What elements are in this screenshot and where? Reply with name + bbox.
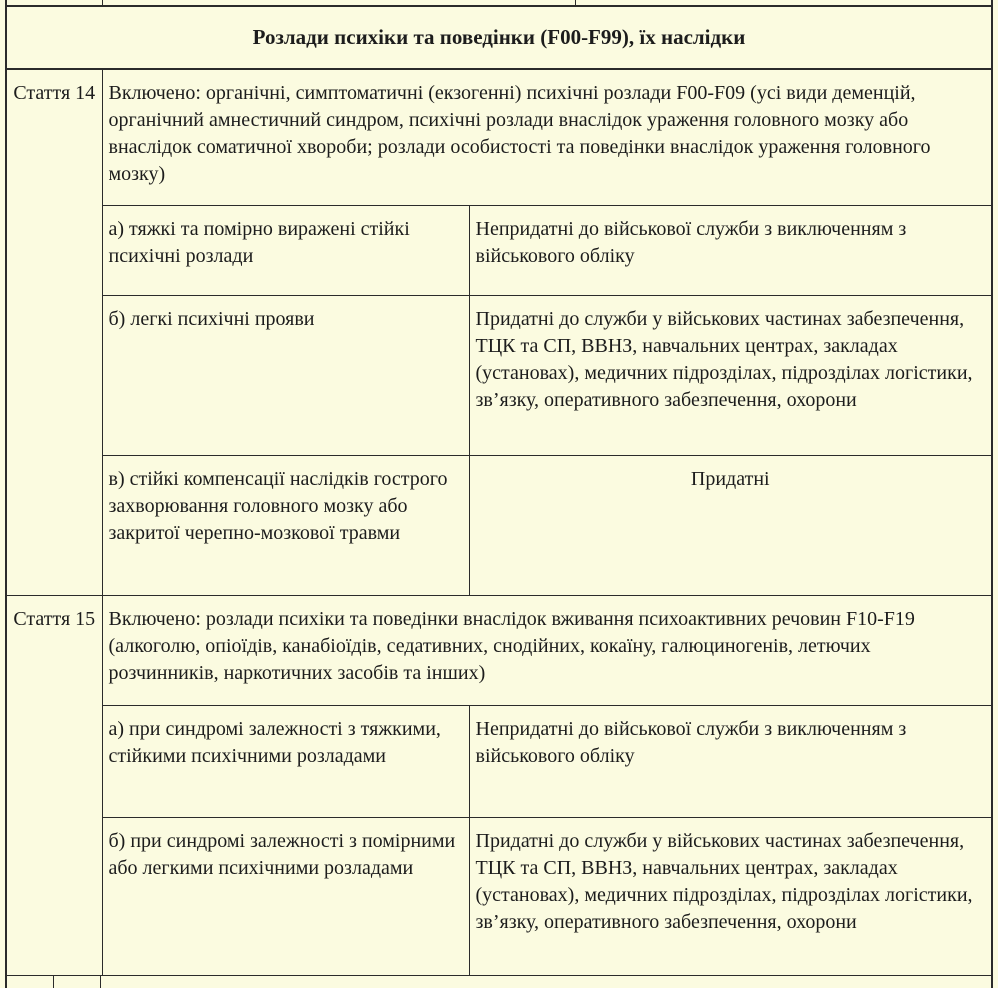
condition-cell: а) при синдромі залежності з тяжкими, стійкими психічними розладами <box>102 705 469 817</box>
table-row <box>7 295 991 455</box>
section-title: Розлади психіки та поведінки (F00-F99), їх наслідки <box>7 7 991 70</box>
column-divider <box>575 0 576 5</box>
table-row <box>7 455 991 595</box>
table-row <box>7 205 991 295</box>
table-row <box>7 817 991 975</box>
condition-cell: б) при синдромі залежності з помірними або легкими психічними розладами <box>102 817 469 975</box>
column-divider <box>53 976 54 988</box>
next-section-cut-row <box>7 976 991 988</box>
condition-cell: б) легкі психічні прояви <box>102 295 469 455</box>
column-divider <box>100 976 101 988</box>
disorders-table <box>7 70 991 976</box>
verdict-cell: Придатні <box>469 455 991 595</box>
table-row <box>7 705 991 817</box>
verdict-cell: Придатні до служби у військових частинах забезпечення, ТЦК та СП, ВВНЗ, навчальних центрах, закладах (установах), медичних підрозділах, підрозділах логістики, зв’язку, оперативного забезпечення, охорони <box>469 295 991 455</box>
table-row <box>7 70 991 205</box>
previous-section-cut-row <box>7 0 991 7</box>
article-number-cell: Стаття 14 <box>7 70 102 595</box>
condition-cell: а) тяжкі та помірно виражені стійкі психічні розлади <box>102 205 469 295</box>
verdict-cell: Придатні до служби у військових частинах забезпечення, ТЦК та СП, ВВНЗ, навчальних центрах, закладах (установах), медичних підрозділах, підрозділах логістики, зв’язку, оперативного забезпечення, охорони <box>469 817 991 975</box>
article-number-cell: Стаття 15 <box>7 595 102 975</box>
table-row <box>7 595 991 705</box>
condition-cell: в) стійкі компенсації наслідків гострого захворювання головного мозку або закритої черепно-мозкової травми <box>102 455 469 595</box>
column-divider <box>102 0 103 5</box>
table-frame <box>5 0 993 988</box>
verdict-cell: Непридатні до військової служби з виключенням з військового обліку <box>469 205 991 295</box>
article-included-cell: Включено: розлади психіки та поведінки внаслідок вживання психоактивних речовин F10-F19 (алкоголю, опіоїдів, канабіоїдів, седативних, снодійних, кокаїну, галюциногенів, летючих розчинників, наркотичних засобів та інших) <box>102 595 991 705</box>
verdict-cell: Непридатні до військової служби з виключенням з військового обліку <box>469 705 991 817</box>
article-included-cell: Включено: органічні, симптоматичні (екзогенні) психічні розлади F00-F09 (усі види деменцій, органічний амнестичний синдром, психічні розлади внаслідок ураження головного мозку або внаслідок соматичної хвороби; розлади особистості та поведінки внаслідок ураження головного мозку) <box>102 70 991 205</box>
